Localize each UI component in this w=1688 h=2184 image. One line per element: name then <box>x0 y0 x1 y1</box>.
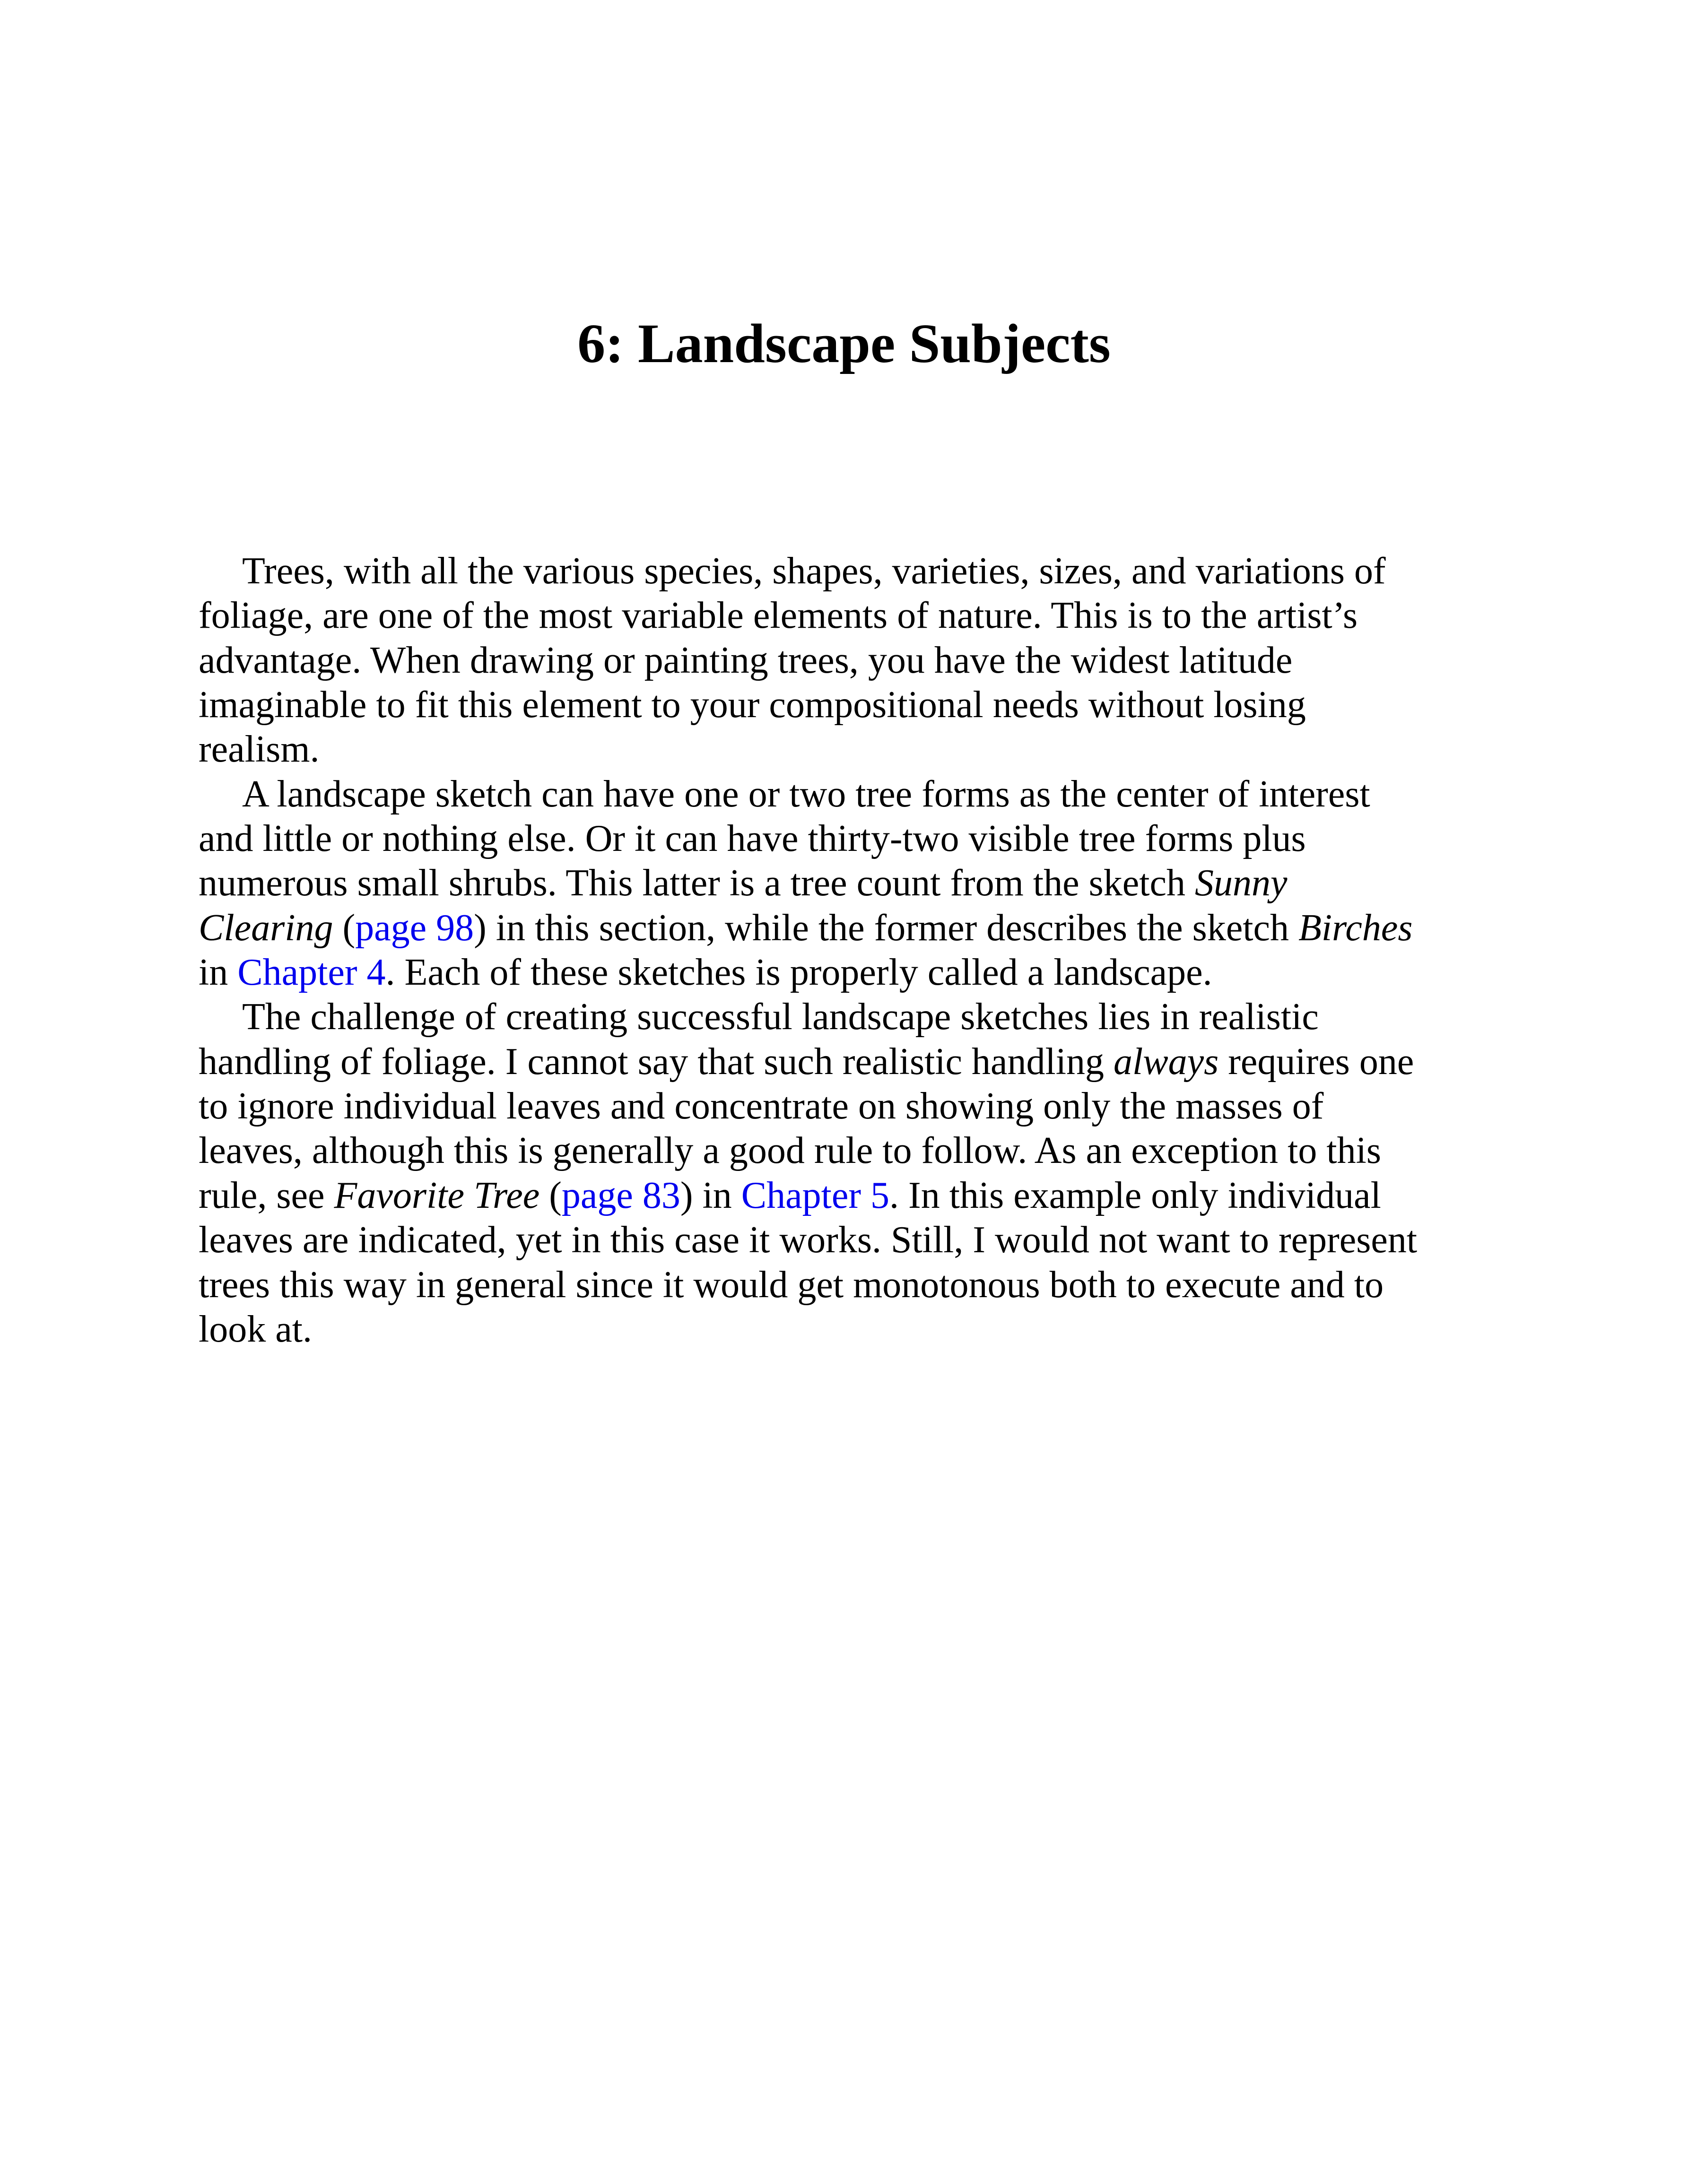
text-run: ( <box>539 1174 562 1216</box>
text-line <box>199 1084 1489 1128</box>
text-line <box>199 727 1489 771</box>
link-chapter-5[interactable]: Chapter 5 <box>741 1174 890 1216</box>
text-run: rule, see <box>199 1174 334 1216</box>
italic-run: always <box>1114 1040 1219 1083</box>
text-run: . Each of these sketches is properly called a landscape. <box>385 952 1212 994</box>
text-line <box>199 683 1489 727</box>
text-run: The challenge of creating successful landscape sketches lies in realistic <box>242 996 1319 1038</box>
text-line <box>199 1307 1489 1352</box>
text-run: imaginable to fit this element to your compositional needs without losing <box>199 684 1306 726</box>
link-page-98[interactable]: page 98 <box>355 907 474 949</box>
text-line <box>199 638 1489 683</box>
text-run: numerous small shrubs. This latter is a tree count from the sketch <box>199 862 1195 904</box>
text-line <box>199 995 1489 1039</box>
text-run: foliage, are one of the most variable elements of nature. This is to the artist’s <box>199 595 1358 637</box>
text-run: . In this example only individual <box>889 1174 1381 1216</box>
text-run: A landscape sketch can have one or two tree forms as the center of interest <box>242 773 1370 815</box>
chapter-title: 6: Landscape Subjects <box>577 312 1111 374</box>
link-page-83[interactable]: page 83 <box>561 1174 680 1216</box>
italic-run: Favorite Tree <box>334 1174 540 1216</box>
text-line <box>199 549 1489 593</box>
text-run: in <box>199 952 238 994</box>
text-run: and little or nothing else. Or it can have thirty-two visible tree forms plus <box>199 818 1306 860</box>
text-run: realism. <box>199 728 320 771</box>
text-run: look at. <box>199 1308 312 1350</box>
text-line <box>199 772 1489 816</box>
text-line <box>199 593 1489 638</box>
text-run: leaves, although this is generally a good rule to follow. As an exception to this <box>199 1130 1381 1172</box>
text-run: advantage. When drawing or painting trees, you have the widest latitude <box>199 639 1293 681</box>
text-run: ) in <box>680 1174 741 1216</box>
italic-run: Sunny <box>1194 862 1288 904</box>
text-line <box>199 861 1489 905</box>
text-line <box>199 1128 1489 1173</box>
text-line <box>199 950 1489 995</box>
text-run: leaves are indicated, yet in this case it works. Still, I would not want to represent <box>199 1219 1418 1261</box>
italic-run: Birches <box>1298 907 1413 949</box>
text-run: to ignore individual leaves and concentrate on showing only the masses of <box>199 1085 1324 1127</box>
text-run: ( <box>333 907 356 949</box>
text-line <box>199 816 1489 861</box>
text-line <box>199 1173 1489 1218</box>
text-run: handling of foliage. I cannot say that such realistic handling <box>199 1040 1114 1083</box>
text-run: trees this way in general since it would get monotonous both to execute and to <box>199 1264 1384 1306</box>
text-run: ) in this section, while the former describes the sketch <box>474 907 1299 949</box>
text-run: requires one <box>1218 1040 1414 1083</box>
link-chapter-4[interactable]: Chapter 4 <box>237 952 386 994</box>
text-line <box>199 1040 1489 1084</box>
text-line <box>199 1263 1489 1307</box>
text-line <box>199 906 1489 950</box>
text-line <box>199 1218 1489 1262</box>
text-run: Trees, with all the various species, shapes, varieties, sizes, and variations of <box>242 550 1386 592</box>
body-text <box>199 549 1489 1352</box>
italic-run: Clearing <box>199 907 333 949</box>
